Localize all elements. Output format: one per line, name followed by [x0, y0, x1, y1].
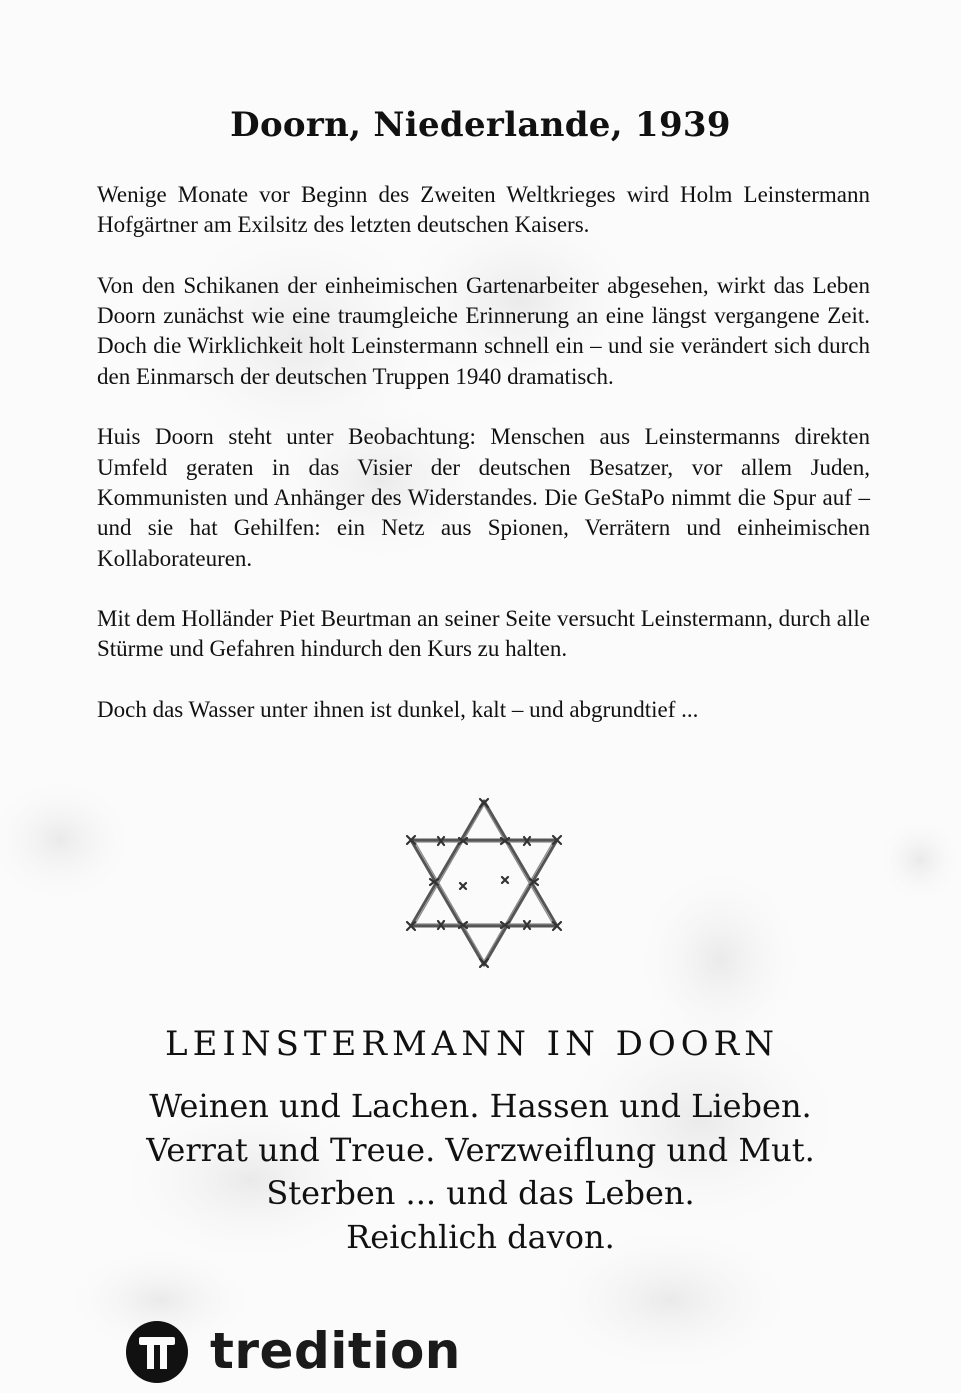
series-title: LEINSTERMANN IN DOORN: [165, 1024, 779, 1064]
blurb-paragraph: Wenige Monate vor Beginn des Zweiten Weltkrieges wird Holm Leinstermann Hofgärtner am Exilsitz des letzten deutschen Kaisers.: [97, 182, 870, 238]
blurb-paragraph: Mit dem Holländer Piet Beurtman an seiner Seite versucht Leinstermann, durch alle Stürme und Gefahren hindurch den Kurs zu halten.: [97, 606, 870, 662]
blurb-paragraph: Huis Doorn steht unter Beobachtung: Menschen aus Leinstermanns direkten Umfeld geraten in das Visier der deutschen Besatzer, vor allem Juden, Kommunisten und Anhänger des Widerstandes. Die GeStaPo nimmt die Spur auf – und sie hat Gehilfen: ein Netz aus Spionen, Verrätern und einheimischen Kollaborateuren.: [97, 424, 870, 571]
tagline-line: Weinen und Lachen. Hassen und Lieben.: [149, 1087, 812, 1125]
tredition-logo-icon: [126, 1321, 188, 1383]
tagline-line: Reichlich davon.: [346, 1217, 615, 1256]
tagline-line: Verrat und Treue. Verzweiflung und Mut.: [146, 1130, 815, 1169]
tagline-line: Sterben ... und das Leben.: [266, 1174, 695, 1212]
cover-heading: Doorn, Niederlande, 1939: [230, 105, 731, 145]
blurb-text: [97, 180, 870, 756]
barbed-wire-star-icon: [400, 793, 568, 973]
blurb-paragraph: Doch das Wasser unter ihnen ist dunkel, kalt – und abgrundtief ...: [97, 697, 699, 723]
tagline: [0, 1085, 961, 1259]
blurb-paragraph: Von den Schikanen der einheimischen Gartenarbeiter abgesehen, wirkt das Leben Doorn zunächst wie eine traumgleiche Erinnerung an eine längst vergangene Zeit. Doch die Wirklichkeit holt Leinstermann schnell ein – und sie verändert sich durch den Einmarsch der deutschen Truppen 1940 dramatisch.: [97, 272, 870, 389]
publisher-name: tredition: [210, 1322, 461, 1380]
